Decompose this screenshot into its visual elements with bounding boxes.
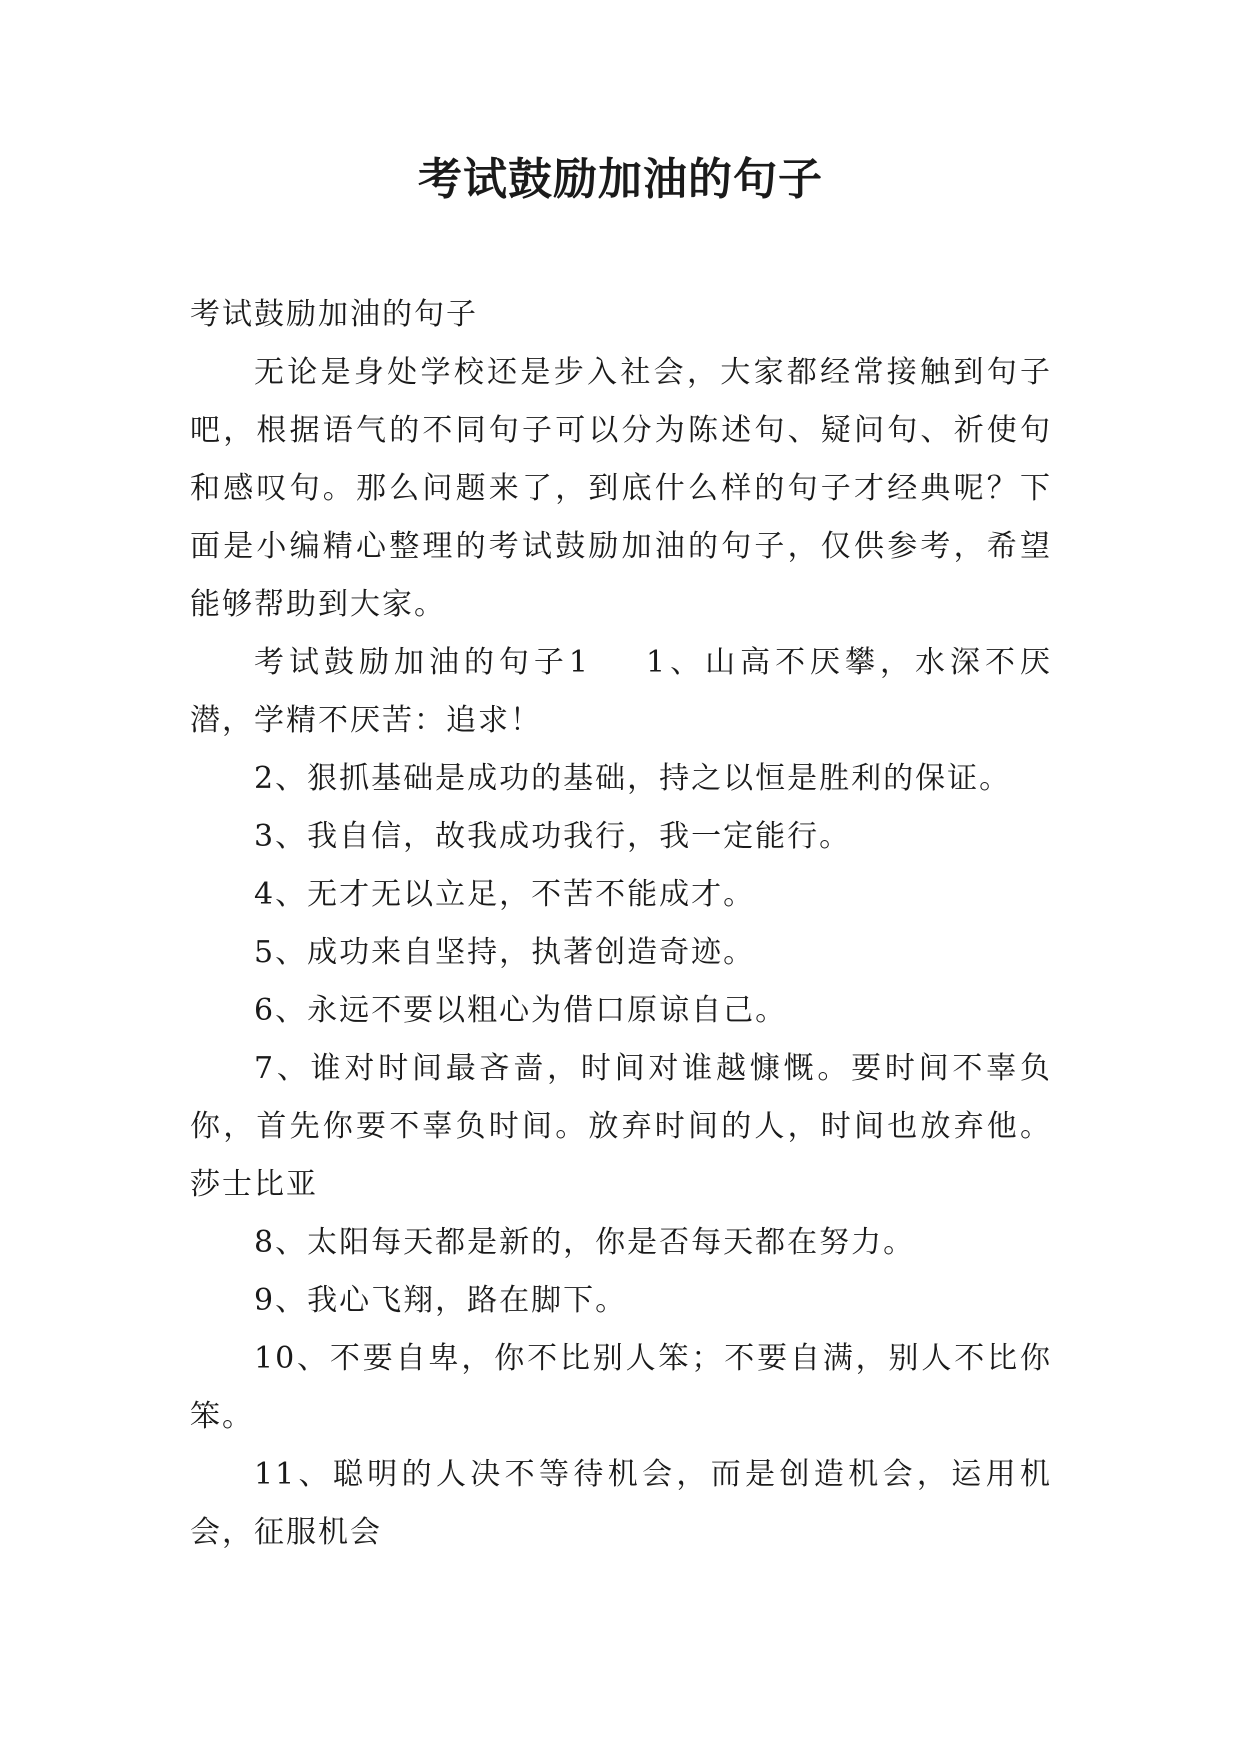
list-item: 4、无才无以立足，不苦不能成才。	[254, 877, 756, 912]
list-item: 5、成功来自坚持，执著创造奇迹。	[254, 935, 756, 970]
document-body	[190, 286, 1052, 1562]
list-item: 10、不要自卑，你不比别人笨；不要自满，别人不比你笨。	[190, 1341, 1052, 1434]
document-title: 考试鼓励加油的句子	[418, 154, 823, 205]
intro-paragraph: 无论是身处学校还是步入社会，大家都经常接触到句子吧，根据语气的不同句子可以分为陈述句、疑问句、祈使句和感叹句。那么问题来了，到底什么样的句子才经典呢？下面是小编精心整理的考试鼓励加油的句子，仅供参考，希望能够帮助到大家。	[190, 355, 1052, 622]
list-item: 6、永远不要以粗心为借口原谅自己。	[254, 993, 788, 1028]
list-item: 1、山高不厌攀，水深不厌潜，学精不厌苦：追求！	[190, 645, 1052, 738]
list-item: 9、我心飞翔，路在脚下。	[254, 1283, 628, 1318]
list-item: 7、谁对时间最吝啬，时间对谁越慷慨。要时间不辜负你，首先你要不辜负时间。放弃时间的人，时间也放弃他。莎士比亚	[190, 1051, 1052, 1202]
subtitle: 考试鼓励加油的句子	[190, 297, 478, 332]
list-item: 8、太阳每天都是新的，你是否每天都在努力。	[254, 1225, 916, 1260]
list-item: 2、狠抓基础是成功的基础，持之以恒是胜利的保证。	[254, 761, 1012, 796]
section-heading: 考试鼓励加油的句子1	[254, 645, 591, 680]
list-item: 3、我自信，故我成功我行，我一定能行。	[254, 819, 852, 854]
list-item: 11、聪明的人决不等待机会，而是创造机会，运用机会，征服机会	[190, 1457, 1052, 1550]
section-paragraph	[190, 634, 1052, 750]
